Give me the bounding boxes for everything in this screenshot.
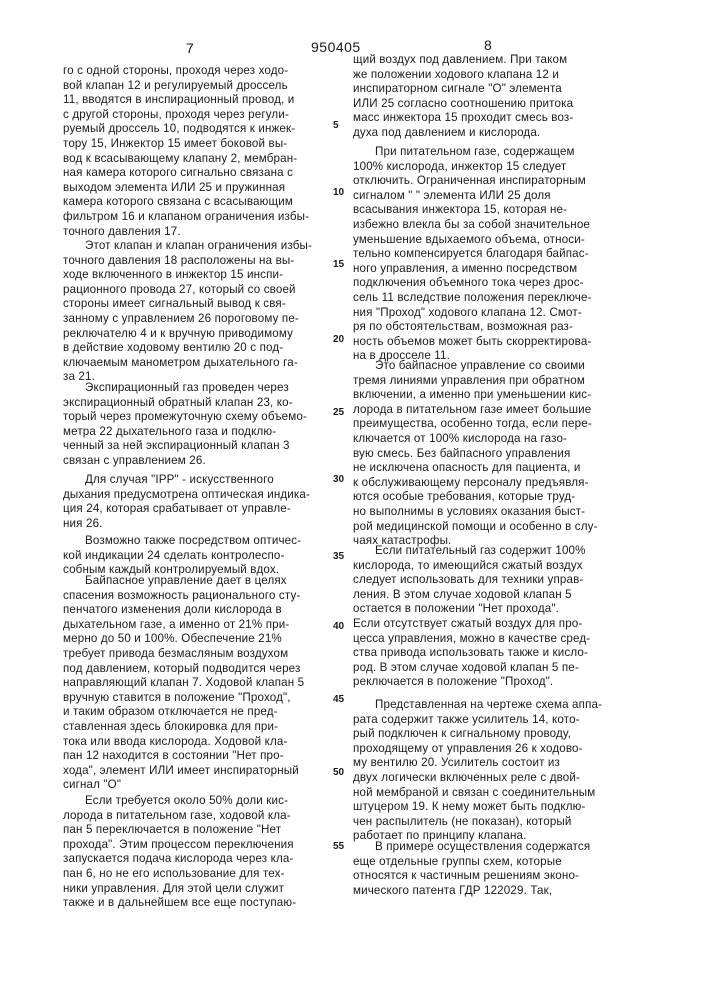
text-line: ченный за ней экспирационный клапан 3 — [63, 439, 328, 454]
text-line: пенчатого изменения доли кислорода в — [63, 603, 328, 618]
text-line: тору 15, Инжектор 15 имеет боковой вы- — [63, 137, 328, 152]
text-line: ря по обстоятельствам, возможная раз- — [353, 320, 623, 335]
text-line: камера которого связана с всасывающим — [63, 195, 328, 210]
text-line: кой индикации 24 сделать контролеспо- — [63, 549, 328, 564]
line-number: 20 — [333, 334, 347, 345]
text-line: Если отсутствует сжатый воздух для про- — [353, 617, 623, 632]
text-line: В примере осуществления содержатся — [353, 840, 645, 855]
text-line: ная камера которого сигнально связана с — [63, 166, 328, 181]
text-line: работает по принципу клапана. — [353, 829, 623, 844]
text-line: всасывания инжектора 15, которая не- — [353, 203, 623, 218]
text-line: Если требуется около 50% доли кис- — [63, 794, 350, 809]
text-line: проходящему от управления 26 к ходово- — [353, 742, 623, 757]
text-line: Байпасное управление дает в целях — [63, 574, 350, 589]
text-line: следует использовать для техники управ- — [353, 573, 623, 588]
text-line: лорода в питательном газе имеет большие — [353, 403, 623, 418]
paragraph — [63, 381, 350, 469]
text-line: ставленная здесь блокировка для при- — [63, 720, 328, 735]
text-line: реключается в положение "Проход". — [353, 675, 623, 690]
text-line: рой медицинской помощи и особенно в слу- — [353, 520, 623, 535]
text-line: 11, вводятся в инспирационный провод, и — [63, 93, 328, 108]
text-line: реключателю 4 и к вручную приводимому — [63, 327, 328, 342]
text-line: к обслуживающему персоналу предъявля- — [353, 476, 623, 491]
text-line: спасения возможность рационального сту- — [63, 589, 328, 604]
text-line: точного давления 17. — [63, 225, 328, 240]
text-line: ются особые требования, которые труд- — [353, 490, 623, 505]
text-line: в действие ходовому вентилю 20 с под- — [63, 341, 328, 356]
paragraph — [63, 239, 350, 385]
text-line: сигналом " " элемента ИЛИ 25 доля — [353, 189, 623, 204]
text-line: под давлением, который подводится через — [63, 662, 328, 677]
patent-number: 950405 — [311, 39, 361, 55]
text-line: род. В этом случае ходовой клапан 5 пе- — [353, 661, 623, 676]
line-number: 35 — [333, 551, 347, 562]
text-line: подключения объемного тока через дрос- — [353, 276, 623, 291]
paragraph — [353, 145, 645, 364]
text-line: пан 12 находится в состоянии "Нет про- — [63, 749, 328, 764]
line-number: 25 — [333, 407, 347, 418]
text-line: штуцером 19. К нему может быть подклю- — [353, 800, 623, 815]
text-line: лорода в питательном газе, ходовой кла- — [63, 809, 328, 824]
text-line: ция 24, которая срабатывает от управле- — [63, 502, 328, 517]
text-line: Это байпасное управление со своими — [353, 359, 645, 374]
text-line: чен распылитель (не показан), который — [353, 815, 623, 830]
text-line: щий воздух под давлением. При таком — [353, 53, 623, 68]
text-line: Возможно также посредством оптичес- — [63, 534, 350, 549]
text-line: дыхательном газе, а именно от 21% при- — [63, 618, 328, 633]
text-line: Для случая "IPP" - искусственного — [63, 473, 350, 488]
text-line: вручную ставится в положение "Проход", — [63, 691, 328, 706]
text-line: рационного провода 27, который со своей — [63, 283, 328, 298]
text-line: прохода". Этим процессом переключения — [63, 838, 328, 853]
text-line: ключается от 100% кислорода на газо- — [353, 432, 623, 447]
paragraph — [63, 534, 350, 578]
line-number: 30 — [333, 474, 347, 485]
text-line: Этот клапан и клапан ограничения избы- — [63, 239, 350, 254]
text-line: ния 26. — [63, 517, 328, 532]
text-line: ность объемов может быть скорректирова- — [353, 335, 623, 350]
text-line: руемый дроссель 10, подводятся к инжек- — [63, 122, 328, 137]
line-number: 50 — [333, 767, 347, 778]
text-line: духа под давлением и кислорода. — [353, 126, 623, 141]
text-line: собным каждый контролируемый вдох. — [63, 563, 328, 578]
text-line: 100% кислорода, инжектор 15 следует — [353, 160, 623, 175]
text-line: за 21. — [63, 370, 328, 385]
paragraph — [353, 359, 645, 549]
text-line: направляющий клапан 7. Ходовой клапан 5 — [63, 676, 328, 691]
text-line: двух логически включенных реле с двой- — [353, 771, 623, 786]
text-line: ключаемым манометром дыхательного га- — [63, 356, 328, 371]
text-line: Если питательный газ содержит 100% — [353, 544, 645, 559]
line-number: 5 — [333, 120, 347, 131]
text-line: Экспирационный газ проведен через — [63, 381, 350, 396]
paragraph — [63, 794, 350, 911]
text-line: экспирационный обратный клапан 23, ко- — [63, 396, 328, 411]
text-line: включении, а именно при уменьшении кис- — [353, 388, 623, 403]
text-line: запускается подача кислорода через кла- — [63, 852, 328, 867]
line-number: 45 — [333, 694, 347, 705]
paragraph — [353, 544, 645, 690]
text-line: связан с управлением 26. — [63, 454, 328, 469]
text-line: требует привода безмасляным воздухом — [63, 647, 328, 662]
text-line: дыхания предусмотрена оптическая индика- — [63, 488, 328, 503]
text-line: инспираторном сигнале "О" элемента — [353, 82, 623, 97]
text-line: еще отдельные группы схем, которые — [353, 855, 623, 870]
text-line: рата содержит также усилитель 14, кото- — [353, 713, 623, 728]
text-line: вод к всасывающему клапану 2, мембран- — [63, 152, 328, 167]
line-number: 55 — [333, 841, 347, 852]
text-line: преимущества, особенно тогда, если пере- — [353, 417, 623, 432]
text-line: ного управления, а именно посредством — [353, 262, 623, 277]
text-line: масс инжектора 15 проходит смесь воз- — [353, 111, 623, 126]
text-line: ной мембраной и связан с соединительным — [353, 786, 623, 801]
text-line: тельно компенсируется благодаря байпас- — [353, 247, 623, 262]
text-line: точного давления 18 расположены на вы- — [63, 254, 328, 269]
text-line: кислорода, то имеющийся сжатый воздух — [353, 559, 623, 574]
text-line: ходе включенного в инжектор 15 инспи- — [63, 268, 328, 283]
text-line: метра 22 дыхательного газа и подклю- — [63, 425, 328, 440]
line-number: 10 — [333, 187, 347, 198]
paragraph — [63, 473, 350, 531]
text-line: же положении ходового клапана 12 и — [353, 68, 623, 83]
paragraph — [353, 53, 623, 141]
paragraph — [63, 574, 350, 793]
text-line: му вентилю 20. Усилитель состоит из — [353, 756, 623, 771]
text-line: но выполнимы в условиях оказания быст- — [353, 505, 623, 520]
text-line: ления. В этом случае ходовой клапан 5 — [353, 588, 623, 603]
text-line: тока или ввода кислорода. Ходовой кла- — [63, 735, 328, 750]
text-line: мерно до 50 и 100%. Обеспечение 21% — [63, 632, 328, 647]
text-line: ния "Проход" ходового клапана 12. Смот- — [353, 306, 623, 321]
text-line: стороны имеет сигнальный вывод к свя- — [63, 297, 328, 312]
text-line: относятся к частичным решениям эконо- — [353, 869, 623, 884]
line-number: 15 — [333, 259, 347, 270]
text-line: тремя линиями управления при обратном — [353, 374, 623, 389]
text-line: При питательном газе, содержащем — [353, 145, 645, 160]
text-line: го с одной стороны, проходя через ходо- — [63, 64, 328, 79]
text-line: хода", элемент ИЛИ имеет инспираторный — [63, 764, 328, 779]
text-line: вую смесь. Без байпасного управления — [353, 447, 623, 462]
text-line: фильтром 16 и клапаном ограничения избы- — [63, 210, 328, 225]
text-line: на в дросселе 11. — [353, 349, 623, 364]
paragraph — [353, 840, 645, 898]
text-line: с другой стороны, проходя через регули- — [63, 108, 328, 123]
text-line: вой клапан 12 и регулируемый дроссель — [63, 79, 328, 94]
text-line: сигнал "О" — [63, 778, 328, 793]
text-line: торый через промежуточную схему объемо- — [63, 410, 328, 425]
page-number-right: 8 — [484, 37, 492, 53]
text-line: чаях катастрофы. — [353, 534, 623, 549]
paragraph — [353, 698, 645, 844]
page-number-left: 7 — [186, 40, 194, 56]
text-line: Представленная на чертеже схема аппа- — [353, 698, 645, 713]
text-line: выходом элемента ИЛИ 25 и пружинная — [63, 181, 328, 196]
text-line: ства привода использовать также и кисло- — [353, 646, 623, 661]
text-line: пан 5 переключается в положение "Нет — [63, 823, 328, 838]
text-line: занному с управлением 26 пороговому пе- — [63, 312, 328, 327]
text-line: и таким образом отключается не пред- — [63, 705, 328, 720]
text-line: остается в положении "Нет прохода". — [353, 602, 623, 617]
text-line: сель 11 вследствие положения переключе- — [353, 291, 623, 306]
line-number: 40 — [333, 621, 347, 632]
text-line: ники управления. Для этой цели служит — [63, 882, 328, 897]
text-line: уменьшение вдыхаемого объема, относи- — [353, 233, 623, 248]
text-line: ИЛИ 25 согласно соотношению притока — [353, 97, 623, 112]
text-line: также и в дальнейшем все еще поступаю- — [63, 896, 328, 911]
text-line: избежно влекла бы за собой значительное — [353, 218, 623, 233]
text-line: мического патента ГДР 122029. Так, — [353, 884, 623, 899]
text-line: отключить. Ограниченная инспираторным — [353, 174, 623, 189]
text-line: цесса управления, можно в качестве сред- — [353, 632, 623, 647]
text-line: пан 6, но не его использование для тех- — [63, 867, 328, 882]
text-line: рый подключен к сигнальному проводу, — [353, 727, 623, 742]
paragraph — [63, 64, 328, 239]
text-line: не исключена опасность для пациента, и — [353, 461, 623, 476]
